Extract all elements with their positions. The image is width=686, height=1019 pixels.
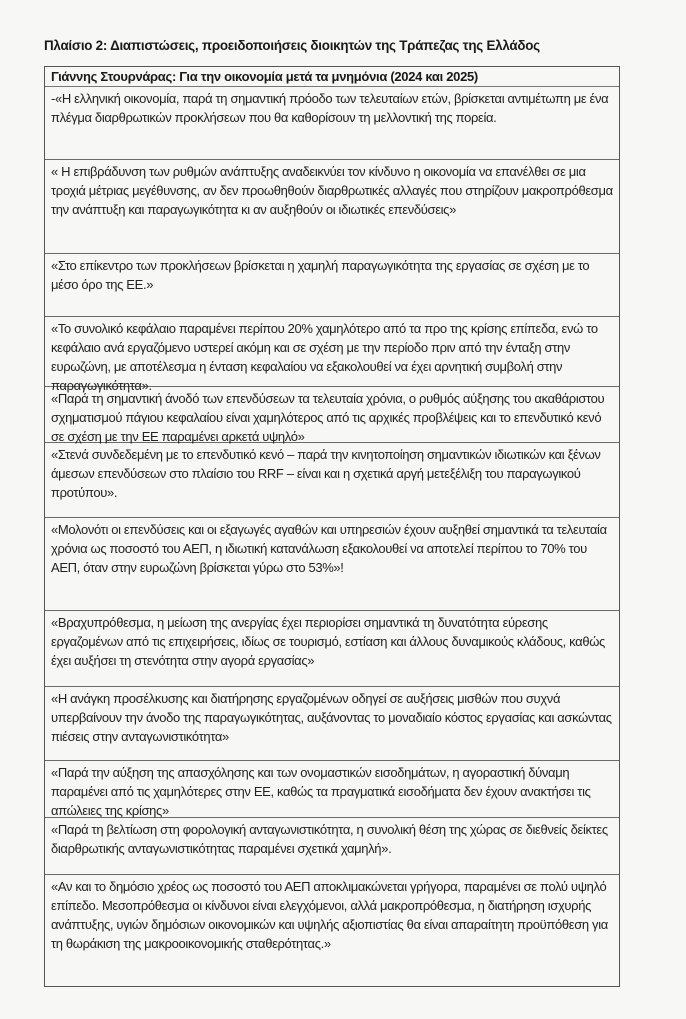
quotes-table xyxy=(44,66,620,987)
quote-row: « Η επιβράδυνση των ρυθμών ανάπτυξης αναδεικνύει τον κίνδυνο η οικονομία να επανέλθει σε μια τροχιά μέτριας μεγέθυνσης, αν δεν προωθηθούν διαρθρωτικές αλλαγές που στηρίζουν μακροπρόθεσμα την ανάπτυξη και παραγωγικότητα κι αν αυξηθούν οι ιδιωτικές επενδύσεις» xyxy=(45,160,619,254)
quote-row: «Η ανάγκη προσέλκυσης και διατήρησης εργαζομένων οδηγεί σε αυξήσεις μισθών που συχνά υπερβαίνουν την άνοδο της παραγωγικότητας, αυξάνοντας το μοναδιαίο κόστος εργασίας και ασκώντας πιέσεις στην ανταγωνιστικότητα» xyxy=(45,687,619,761)
page-title: Πλαίσιο 2: Διαπιστώσεις, προειδοποιήσεις διοικητών της Τράπεζας της Ελλάδος xyxy=(44,38,540,53)
quote-row: -«Η ελληνική οικονομία, παρά τη σημαντική πρόοδο των τελευταίων ετών, βρίσκεται αντιμέτωπη με ένα πλέγμα διαρθρωτικών προκλήσεων που θα καθορίσουν τη μελλοντική της πορεία. xyxy=(45,87,619,160)
quote-row: «Μολονότι οι επενδύσεις και οι εξαγωγές αγαθών και υπηρεσιών έχουν αυξηθεί σημαντικά τα τελευταία χρόνια ως ποσοστό του ΑΕΠ, η ιδιωτική κατανάλωση εξακολουθεί να αποτελεί περίπου το 70% του ΑΕΠ, όταν στην ευρωζώνη βρίσκεται γύρω στο 53%»! xyxy=(45,518,619,611)
quote-row: «Παρά τη βελτίωση στη φορολογική ανταγωνιστικότητα, η συνολική θέση της χώρας σε διεθνείς δείκτες διαρθρωτικής ανταγωνιστικότητας παραμένει σχετικά χαμηλή». xyxy=(45,818,619,875)
quote-row: «Βραχυπρόθεσμα, η μείωση της ανεργίας έχει περιορίσει σημαντικά τη δυνατότητα εύρεσης εργαζομένων από τις επιχειρήσεις, ιδίως σε τουρισμό, εστίαση και άλλους δυναμικούς κλάδους, καθώς έχει αυξήσει τη στενότητα στην αγορά εργασίας» xyxy=(45,611,619,687)
quote-row: «Παρά τη σημαντική άνοδό των επενδύσεων τα τελευταία χρόνια, ο ρυθμός αύξησης του ακαθάριστου σχηματισμού πάγιου κεφαλαίου είναι χαμηλότερος από τις αρχικές προβλέψεις και το επενδυτικό κενό σε σχέση με την ΕΕ παραμένει αρκετά υψηλό» xyxy=(45,387,619,443)
quote-row: «Αν και το δημόσιο χρέος ως ποσοστό του ΑΕΠ αποκλιμακώνεται γρήγορα, παραμένει σε πολύ υψηλό επίπεδο. Μεσοπρόθεσμα οι κίνδυνοι είναι ελεγχόμενοι, αλλά μακροπρόθεσμα, η διατήρηση ισχυρής ανάπτυξης, υγιών δημόσιων οικονομικών και υψηλής αξιοπιστίας θα είναι απαραίτητη προϋπόθεση για τη θωράκιση της μακροοικονομικής σταθερότητας.» xyxy=(51,879,608,951)
quote-row: «Το συνολικό κεφάλαιο παραμένει περίπου 20% χαμηλότερο από τα προ της κρίσης επίπεδα, ενώ το κεφάλαιο ανά εργαζόμενο υστερεί ακόμη και σε σχέση με την περίοδο πριν από την ένταξη στην ευρωζώνη, με αποτέλεσμα η ένταση κεφαλαίου να εξακολουθεί να έχει αρνητική συμβολή στην παραγωγικότητα». xyxy=(45,317,619,387)
quote-row: «Παρά την αύξηση της απασχόλησης και των ονομαστικών εισοδημάτων, η αγοραστική δύναμη παραμένει από τις χαμηλότερες στην ΕΕ, καθώς τα πραγματικά εισοδήματα δεν έχουν ανακτήσει τις απώλειες της κρίσης» xyxy=(45,761,619,818)
quote-row: «Στο επίκεντρο των προκλήσεων βρίσκεται η χαμηλή παραγωγικότητα της εργασίας σε σχέση με το μέσο όρο της ΕΕ.» xyxy=(45,254,619,317)
table-header: Γιάννης Στουρνάρας: Για την οικονομία μετά τα μνημόνια (2024 και 2025) xyxy=(45,67,619,87)
quote-row: «Στενά συνδεδεμένη με το επενδυτικό κενό – παρά την κινητοποίηση σημαντικών ιδιωτικών και ξένων άμεσων επενδύσεων στο πλαίσιο του RRF – είναι και η σχετικά αργή μετεξέλιξη του παραγωγικού προτύπου». xyxy=(45,443,619,518)
